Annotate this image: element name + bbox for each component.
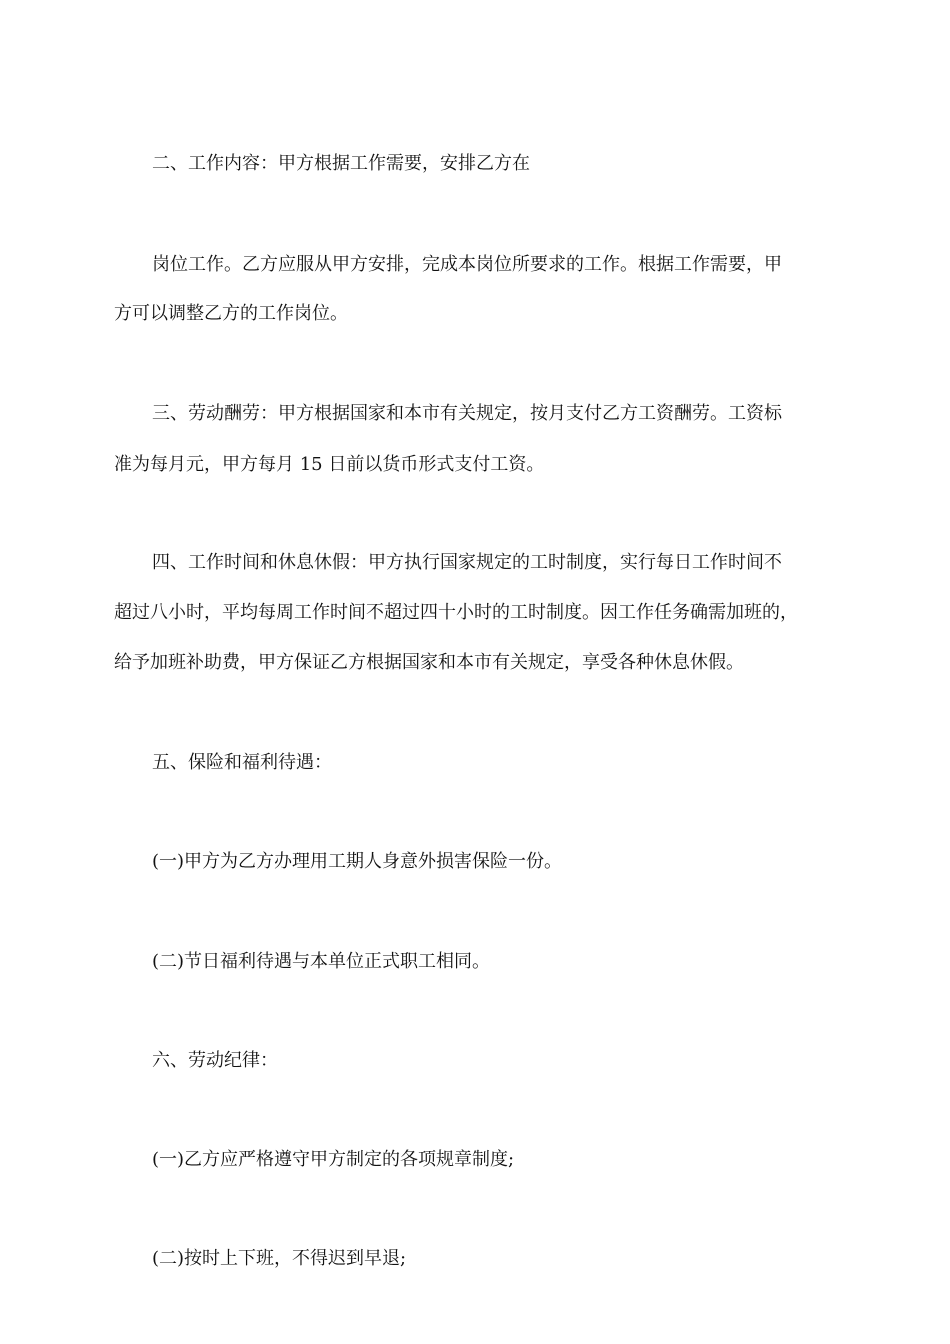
- clause-3-line-1: 三、劳动酬劳：甲方根据国家和本市有关规定，按月支付乙方工资酬劳。工资标: [152, 403, 782, 424]
- clause-5-item-2: (二)节日福利待遇与本单位正式职工相同。: [152, 951, 491, 972]
- clause-4-line-3: 给予加班补助费，甲方保证乙方根据国家和本市有关规定，享受各种休息休假。: [114, 652, 744, 673]
- clause-4-line-2: 超过八小时，平均每周工作时间不超过四十小时的工时制度。因工作任务确需加班的，: [114, 602, 798, 623]
- clause-5-heading: 五、保险和福利待遇：: [152, 752, 332, 773]
- clause-6-item-2: (二)按时上下班，不得迟到早退;: [152, 1248, 407, 1269]
- clause-2-line-1: 二、工作内容：甲方根据工作需要，安排乙方在: [152, 153, 530, 174]
- clause-6-heading: 六、劳动纪律：: [152, 1050, 278, 1071]
- clause-6-item-1: (一)乙方应严格遵守甲方制定的各项规章制度;: [152, 1149, 515, 1170]
- clause-5-item-1: (一)甲方为乙方办理用工期人身意外损害保险一份。: [152, 851, 563, 872]
- clause-2-line-3: 方可以调整乙方的工作岗位。: [114, 303, 348, 324]
- clause-4-line-1: 四、工作时间和休息休假：甲方执行国家规定的工时制度，实行每日工作时间不: [152, 552, 782, 573]
- clause-2-line-2: 岗位工作。乙方应服从甲方安排，完成本岗位所要求的工作。根据工作需要，甲: [152, 254, 782, 275]
- clause-3-line-2: 准为每月元，甲方每月 15 日前以货币形式支付工资。: [114, 454, 545, 475]
